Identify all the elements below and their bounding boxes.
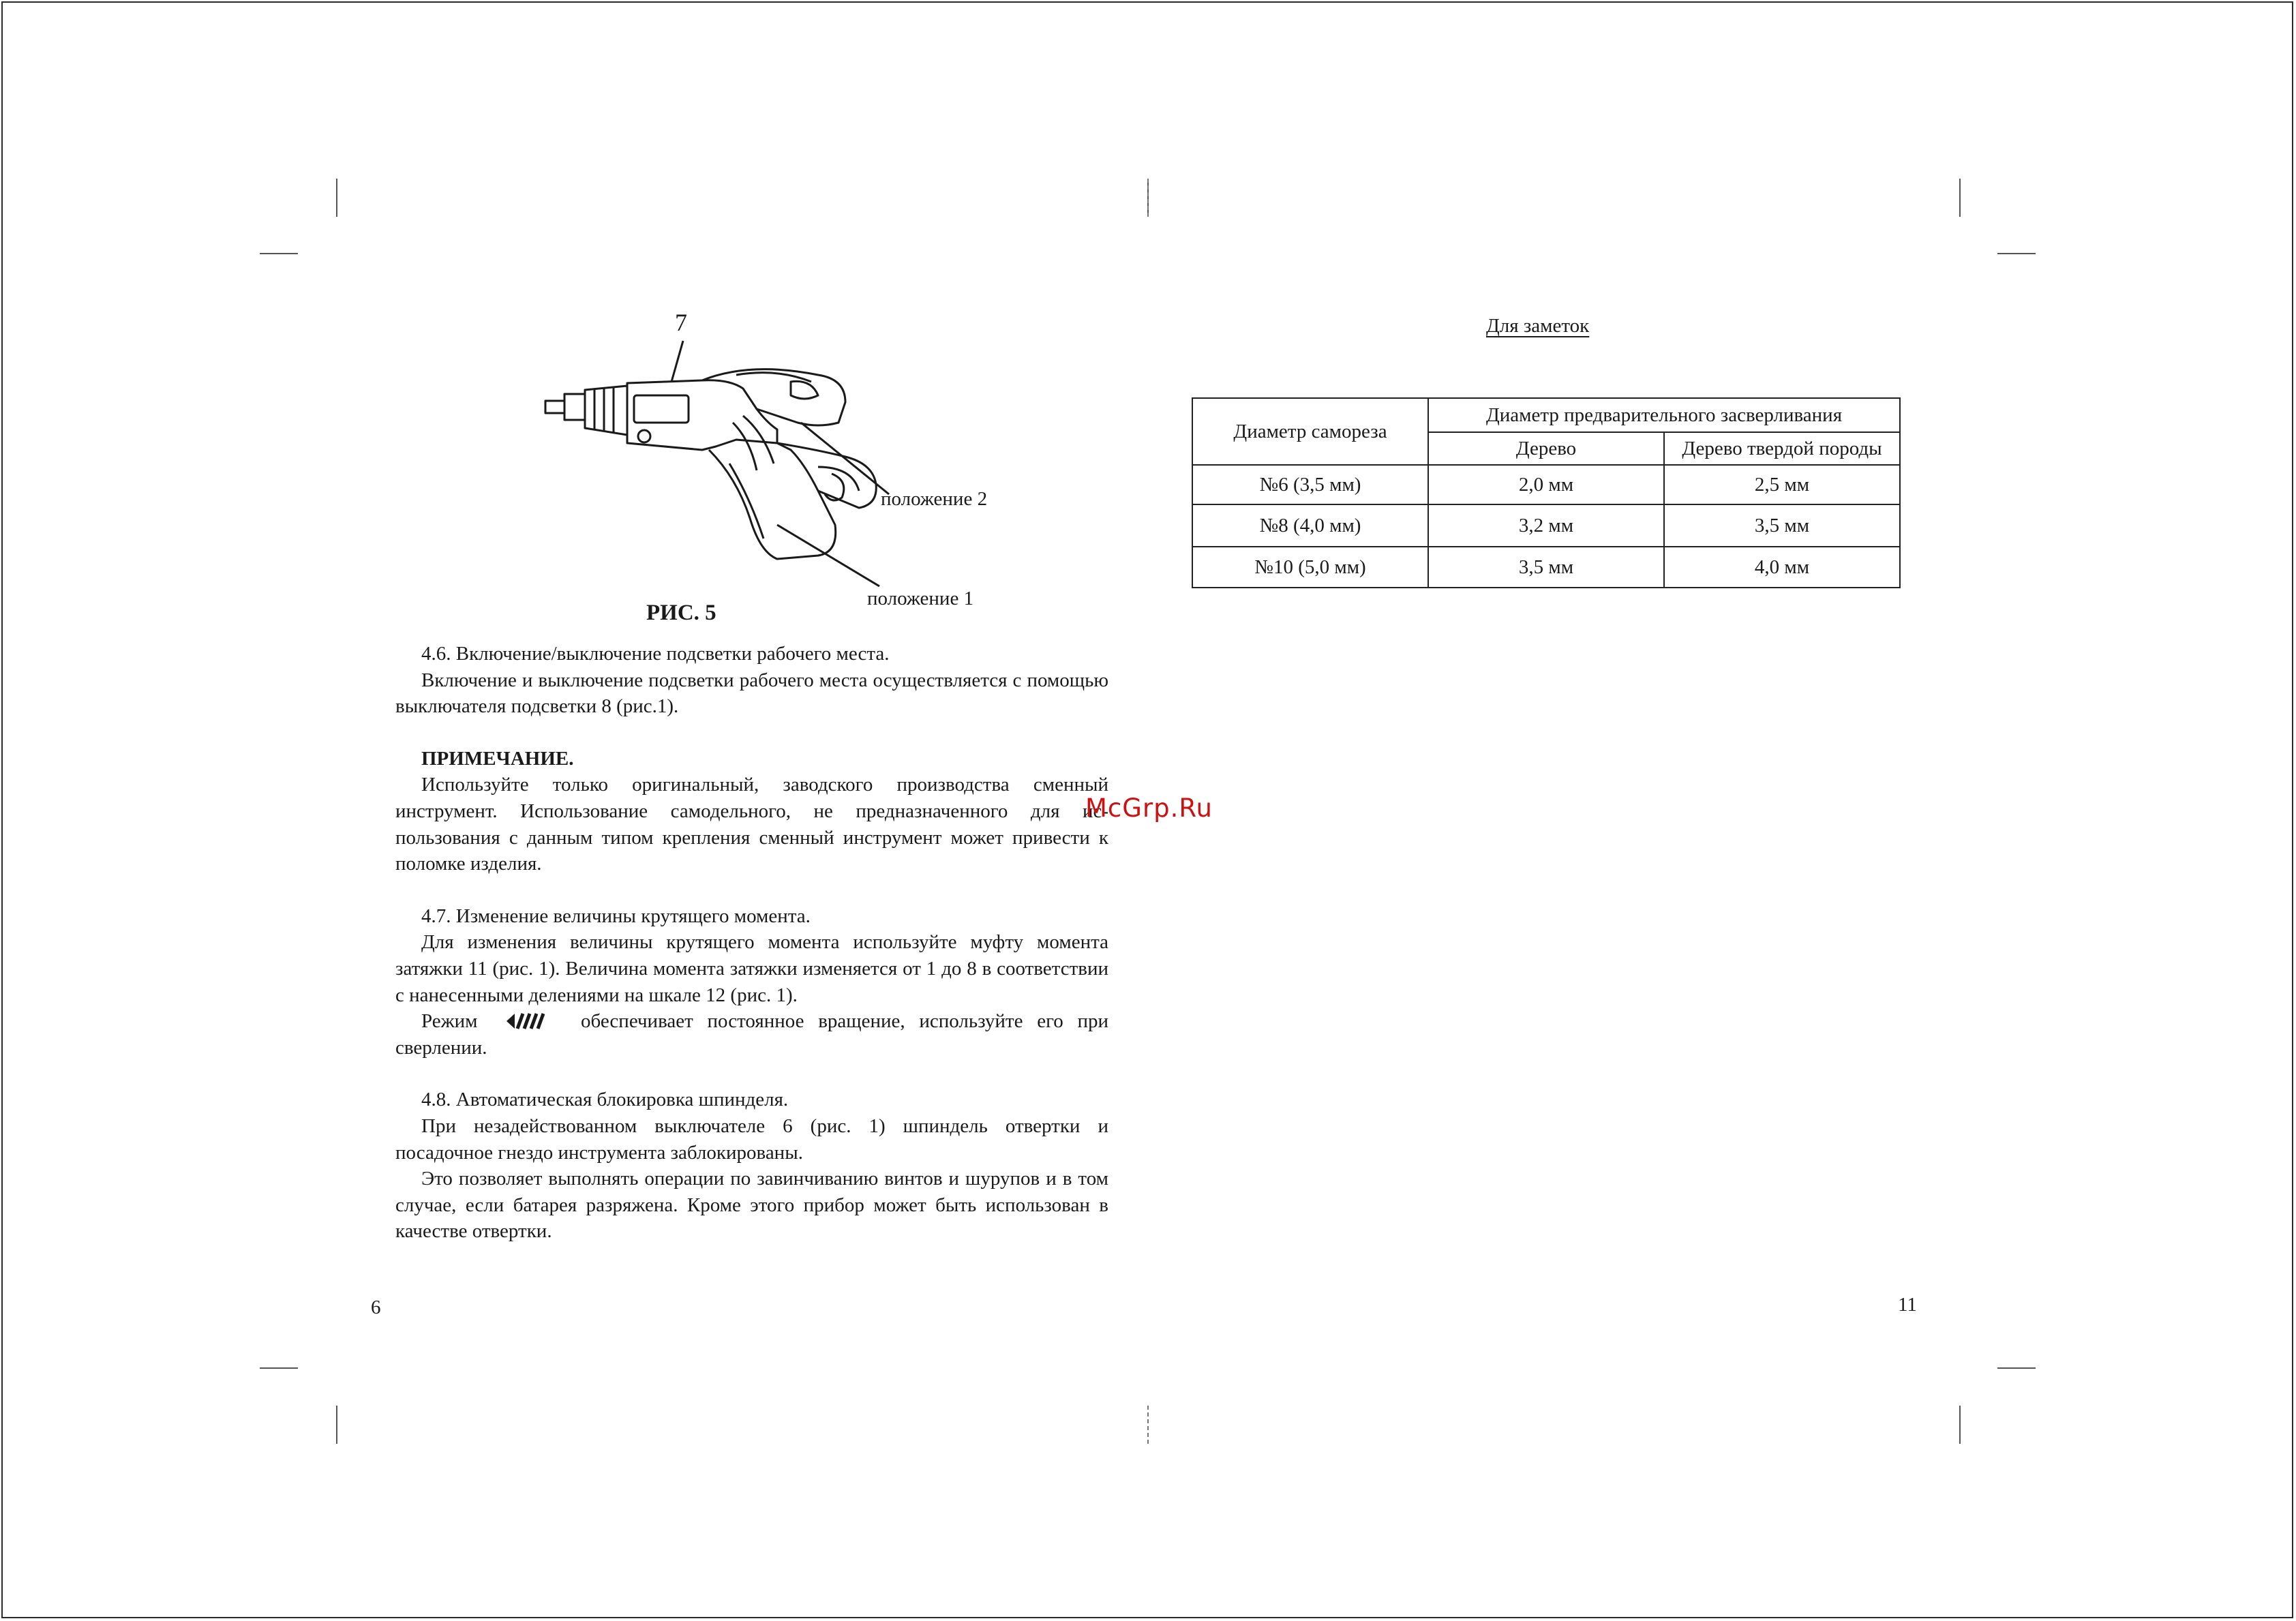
cell-wood: 2,0 мм [1428, 465, 1664, 504]
note-text: Используйте только оригинальный, заводского производства сменный инструмент. Использование самодельного, не предназначенного для ис- пользования с данным типом крепления сменный инструмент может привести к поломке изделия. [395, 774, 1108, 875]
drill-mode-icon [505, 1012, 549, 1030]
section-4-6-title: 4.6. Включение/выключение подсветки рабочего места. [421, 643, 890, 665]
crop-mark [1959, 179, 1961, 217]
mode-prefix: Режим [421, 1010, 478, 1033]
screwdriver-illustration-icon [532, 320, 1023, 607]
section-4-7-text: Для изменения величины крутящего момента используйте муфту момента затяжки 11 (рис. 1). Величина момента затяжки изменяется от 1 до 8 в соответствии с нанесенными делениями на шкале 12 (рис. 1). [395, 931, 1108, 1006]
cell-screw: №10 (5,0 мм) [1192, 547, 1428, 588]
mode-paragraph [395, 1008, 1108, 1061]
crop-mark [1959, 1406, 1961, 1444]
section-4-6-text: Включение и выключение подсветки рабочего места осуществляется с помощью выключателя подсветки 8 (рис.1). [395, 669, 1108, 718]
header-predrill-diameter: Диаметр предварительного засверливания [1428, 398, 1900, 432]
table-row [1192, 504, 1900, 547]
table-row [1192, 465, 1900, 504]
cell-screw: №6 (3,5 мм) [1192, 465, 1428, 504]
right-page-number: 11 [1898, 1294, 1917, 1316]
section-4-8-title: 4.8. Автоматическая блокировка шпинделя. [421, 1089, 789, 1111]
crop-mark-center [1147, 1406, 1149, 1444]
subheader-wood: Дерево [1428, 432, 1664, 465]
section-4-8-text2: Это позволяет выполнять операции по завинчиванию винтов и шурупов и в том случае, если батарея разряжена. Кроме этого прибор может быть использован в качестве отвертки. [395, 1168, 1108, 1243]
header-screw-diameter: Диаметр самореза [1192, 398, 1428, 465]
watermark: McGrp.Ru [1085, 793, 1213, 823]
note-title: ПРИМЕЧАНИЕ. [421, 747, 574, 770]
mode-suffix: обеспечивает постоянное вращение, используйте его при сверлении. [395, 1010, 1108, 1059]
figure-label-position-1: положение 1 [867, 588, 974, 609]
crop-mark [1997, 253, 2036, 254]
cell-hardwood: 4,0 мм [1664, 547, 1900, 588]
notes-title: Для заметок [1486, 315, 1590, 337]
figure-label-position-2: положение 2 [881, 488, 988, 510]
cell-wood: 3,2 мм [1428, 504, 1664, 547]
subheader-hardwood: Дерево твердой породы [1664, 432, 1900, 465]
left-page-number: 6 [371, 1297, 381, 1318]
cell-hardwood: 2,5 мм [1664, 465, 1900, 504]
crop-mark [260, 253, 298, 254]
crop-mark-center [1147, 179, 1149, 217]
figure-callout-number: 7 [675, 309, 687, 336]
crop-mark [260, 1367, 298, 1369]
section-4-7-title: 4.7. Изменение величины крутящего момента. [421, 905, 811, 927]
cell-wood: 3,5 мм [1428, 547, 1664, 588]
crop-mark [1997, 1367, 2036, 1369]
crop-mark [336, 1406, 337, 1444]
left-page-body [395, 641, 1108, 1245]
figure-caption: РИС. 5 [646, 601, 716, 625]
cell-screw: №8 (4,0 мм) [1192, 504, 1428, 547]
section-4-8-text1: При незадействованном выключателе 6 (рис. 1) шпиндель отвертки и посадочное гнездо инструмента заблокированы. [395, 1115, 1108, 1164]
predrill-table [1192, 397, 1901, 588]
crop-mark [336, 179, 337, 217]
cell-hardwood: 3,5 мм [1664, 504, 1900, 547]
table-row [1192, 547, 1900, 588]
